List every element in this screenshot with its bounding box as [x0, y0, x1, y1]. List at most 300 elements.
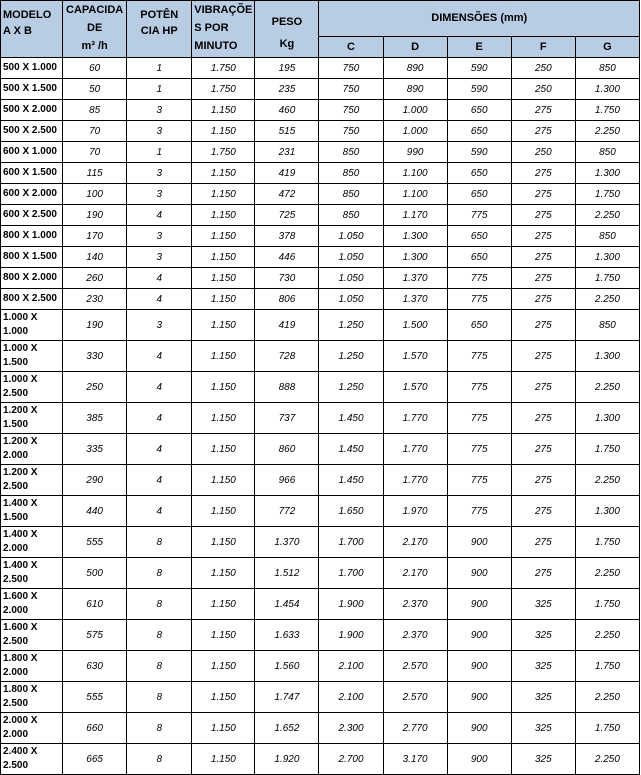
dim-f-cell: 325 [511, 589, 575, 620]
dim-g-cell: 850 [575, 58, 639, 79]
model-cell: 1.400 X 1.500 [1, 496, 63, 527]
table-row [1, 247, 640, 268]
dim-e-cell: 775 [447, 341, 511, 372]
dim-g-cell: 850 [575, 226, 639, 247]
table-row [1, 58, 640, 79]
model-cell: 2.000 X 2.000 [1, 713, 63, 744]
capacidade-cell: 170 [63, 226, 127, 247]
peso-cell: 1.633 [255, 620, 319, 651]
dim-e-cell: 590 [447, 79, 511, 100]
dim-f-cell: 325 [511, 682, 575, 713]
dim-f-cell: 275 [511, 310, 575, 341]
capacidade-cell: 115 [63, 163, 127, 184]
dim-d-cell: 1.100 [383, 163, 447, 184]
dim-g-cell: 1.300 [575, 496, 639, 527]
dim-g-cell: 1.750 [575, 713, 639, 744]
vibracoes-cell: 1.150 [192, 744, 255, 775]
peso-cell: 1.370 [255, 527, 319, 558]
model-cell: 800 X 2.500 [1, 289, 63, 310]
dim-e-cell: 650 [447, 184, 511, 205]
dim-g-cell: 2.250 [575, 205, 639, 226]
dim-e-cell: 650 [447, 163, 511, 184]
vibracoes-cell: 1.150 [192, 527, 255, 558]
dim-e-cell: 775 [447, 403, 511, 434]
peso-cell: 1.747 [255, 682, 319, 713]
table-row [1, 496, 640, 527]
vibracoes-cell: 1.150 [192, 465, 255, 496]
table-row [1, 527, 640, 558]
dim-e-cell: 590 [447, 58, 511, 79]
dim-f-cell: 275 [511, 163, 575, 184]
dim-g-cell: 2.250 [575, 289, 639, 310]
dim-d-cell: 1.300 [383, 247, 447, 268]
dim-e-cell: 900 [447, 744, 511, 775]
capacidade-cell: 250 [63, 372, 127, 403]
dim-c-cell: 850 [319, 184, 383, 205]
dim-e-cell: 775 [447, 434, 511, 465]
capacidade-cell: 190 [63, 310, 127, 341]
capacidade-cell: 85 [63, 100, 127, 121]
peso-cell: 888 [255, 372, 319, 403]
table-row [1, 121, 640, 142]
dim-d-cell: 1.970 [383, 496, 447, 527]
dim-f-cell: 250 [511, 79, 575, 100]
dim-d-cell: 1.570 [383, 372, 447, 403]
peso-cell: 730 [255, 268, 319, 289]
peso-cell: 1.560 [255, 651, 319, 682]
dim-e-cell: 900 [447, 682, 511, 713]
model-cell: 600 X 2.000 [1, 184, 63, 205]
potencia-cell: 4 [127, 341, 192, 372]
capacidade-cell: 630 [63, 651, 127, 682]
header-dimensoes: DIMENSÕES (mm) [319, 1, 640, 37]
dim-d-cell: 2.170 [383, 558, 447, 589]
dim-d-cell: 2.770 [383, 713, 447, 744]
peso-cell: 1.454 [255, 589, 319, 620]
table-row [1, 163, 640, 184]
potencia-cell: 4 [127, 434, 192, 465]
peso-cell: 966 [255, 465, 319, 496]
header-dim-d: D [383, 37, 447, 58]
table-row [1, 268, 640, 289]
model-cell: 1.600 X 2.500 [1, 620, 63, 651]
dim-e-cell: 775 [447, 289, 511, 310]
table-row [1, 310, 640, 341]
capacidade-cell: 50 [63, 79, 127, 100]
table-body [1, 58, 640, 775]
header-potencia [127, 1, 192, 58]
potencia-cell: 8 [127, 744, 192, 775]
dim-e-cell: 900 [447, 713, 511, 744]
dim-f-cell: 275 [511, 184, 575, 205]
header-dim-e: E [447, 37, 511, 58]
table-row [1, 184, 640, 205]
model-cell: 1.200 X 1.500 [1, 403, 63, 434]
dim-c-cell: 2.700 [319, 744, 383, 775]
potencia-cell: 8 [127, 589, 192, 620]
dim-e-cell: 650 [447, 121, 511, 142]
header-dim-g: G [575, 37, 639, 58]
vibracoes-cell: 1.150 [192, 289, 255, 310]
dim-g-cell: 1.300 [575, 403, 639, 434]
dim-f-cell: 250 [511, 58, 575, 79]
dim-g-cell: 1.750 [575, 184, 639, 205]
vibracoes-cell: 1.150 [192, 682, 255, 713]
dim-d-cell: 1.000 [383, 121, 447, 142]
peso-cell: 419 [255, 310, 319, 341]
potencia-cell: 3 [127, 100, 192, 121]
potencia-cell: 1 [127, 58, 192, 79]
vibracoes-cell: 1.150 [192, 372, 255, 403]
dim-e-cell: 590 [447, 142, 511, 163]
dim-e-cell: 775 [447, 372, 511, 403]
peso-cell: 446 [255, 247, 319, 268]
vibracoes-cell: 1.150 [192, 620, 255, 651]
dim-f-cell: 275 [511, 121, 575, 142]
dim-d-cell: 890 [383, 79, 447, 100]
potencia-cell: 4 [127, 496, 192, 527]
peso-cell: 231 [255, 142, 319, 163]
capacidade-cell: 70 [63, 142, 127, 163]
capacidade-cell: 610 [63, 589, 127, 620]
potencia-cell: 8 [127, 620, 192, 651]
peso-cell: 860 [255, 434, 319, 465]
vibracoes-cell: 1.750 [192, 58, 255, 79]
capacidade-cell: 385 [63, 403, 127, 434]
header-vibracoes-line1: VIBRAÇÕE [194, 4, 253, 16]
dim-c-cell: 1.050 [319, 289, 383, 310]
dim-c-cell: 850 [319, 205, 383, 226]
dim-d-cell: 2.370 [383, 589, 447, 620]
header-vibracoes [192, 1, 255, 58]
table-row [1, 682, 640, 713]
dim-c-cell: 1.700 [319, 527, 383, 558]
capacidade-cell: 555 [63, 527, 127, 558]
model-cell: 1.000 X 2.500 [1, 372, 63, 403]
dim-d-cell: 1.370 [383, 268, 447, 289]
dim-g-cell: 1.300 [575, 247, 639, 268]
dim-g-cell: 1.300 [575, 163, 639, 184]
dim-d-cell: 1.300 [383, 226, 447, 247]
peso-cell: 1.512 [255, 558, 319, 589]
peso-cell: 515 [255, 121, 319, 142]
dim-c-cell: 750 [319, 58, 383, 79]
dim-c-cell: 1.250 [319, 310, 383, 341]
dim-d-cell: 890 [383, 58, 447, 79]
capacidade-cell: 290 [63, 465, 127, 496]
dim-d-cell: 1.000 [383, 100, 447, 121]
capacidade-cell: 100 [63, 184, 127, 205]
dim-d-cell: 2.570 [383, 682, 447, 713]
header-peso-line2: Kg [279, 38, 295, 50]
dim-g-cell: 850 [575, 310, 639, 341]
dim-f-cell: 325 [511, 744, 575, 775]
peso-cell: 419 [255, 163, 319, 184]
table-row [1, 651, 640, 682]
dim-e-cell: 900 [447, 620, 511, 651]
dim-e-cell: 650 [447, 247, 511, 268]
dim-f-cell: 275 [511, 247, 575, 268]
dim-d-cell: 1.100 [383, 184, 447, 205]
table-row [1, 205, 640, 226]
model-cell: 1.800 X 2.000 [1, 651, 63, 682]
dim-e-cell: 650 [447, 226, 511, 247]
dim-f-cell: 275 [511, 465, 575, 496]
capacidade-cell: 500 [63, 558, 127, 589]
header-peso-line1: PESO [271, 16, 303, 28]
model-cell: 800 X 1.000 [1, 226, 63, 247]
potencia-cell: 8 [127, 713, 192, 744]
dim-c-cell: 850 [319, 163, 383, 184]
dim-g-cell: 1.750 [575, 651, 639, 682]
potencia-cell: 4 [127, 205, 192, 226]
vibracoes-cell: 1.150 [192, 226, 255, 247]
potencia-cell: 4 [127, 372, 192, 403]
peso-cell: 1.652 [255, 713, 319, 744]
vibracoes-cell: 1.150 [192, 434, 255, 465]
dim-f-cell: 275 [511, 289, 575, 310]
header-vibracoes-line3: MINUTO [194, 40, 238, 52]
header-vibracoes-line2: S POR [194, 22, 229, 34]
table-row [1, 100, 640, 121]
dim-d-cell: 3.170 [383, 744, 447, 775]
dim-f-cell: 275 [511, 268, 575, 289]
model-cell: 1.000 X 1.000 [1, 310, 63, 341]
table-row [1, 372, 640, 403]
potencia-cell: 3 [127, 184, 192, 205]
table-row [1, 713, 640, 744]
vibracoes-cell: 1.150 [192, 496, 255, 527]
dim-c-cell: 2.100 [319, 682, 383, 713]
header-capacidade [63, 1, 127, 58]
header-potencia-line1: POTÊN [140, 9, 179, 21]
capacidade-cell: 260 [63, 268, 127, 289]
dim-g-cell: 2.250 [575, 558, 639, 589]
model-cell: 800 X 2.000 [1, 268, 63, 289]
header-dim-c: C [319, 37, 383, 58]
model-cell: 500 X 2.000 [1, 100, 63, 121]
dim-f-cell: 275 [511, 100, 575, 121]
dim-f-cell: 325 [511, 651, 575, 682]
model-cell: 1.600 X 2.000 [1, 589, 63, 620]
dim-e-cell: 900 [447, 527, 511, 558]
vibracoes-cell: 1.150 [192, 100, 255, 121]
dim-e-cell: 900 [447, 589, 511, 620]
dim-d-cell: 1.370 [383, 289, 447, 310]
capacidade-cell: 140 [63, 247, 127, 268]
vibracoes-cell: 1.150 [192, 121, 255, 142]
peso-cell: 460 [255, 100, 319, 121]
dim-c-cell: 2.100 [319, 651, 383, 682]
dim-c-cell: 1.700 [319, 558, 383, 589]
table-row [1, 434, 640, 465]
dim-c-cell: 1.450 [319, 403, 383, 434]
model-cell: 500 X 1.500 [1, 79, 63, 100]
dim-g-cell: 2.250 [575, 620, 639, 651]
dim-g-cell: 2.250 [575, 744, 639, 775]
dim-c-cell: 750 [319, 121, 383, 142]
dim-f-cell: 275 [511, 527, 575, 558]
vibracoes-cell: 1.150 [192, 247, 255, 268]
vibracoes-cell: 1.150 [192, 403, 255, 434]
dim-c-cell: 1.450 [319, 434, 383, 465]
peso-cell: 1.920 [255, 744, 319, 775]
peso-cell: 378 [255, 226, 319, 247]
potencia-cell: 3 [127, 121, 192, 142]
dim-d-cell: 1.770 [383, 403, 447, 434]
dim-g-cell: 2.250 [575, 121, 639, 142]
vibracoes-cell: 1.150 [192, 310, 255, 341]
table-row [1, 79, 640, 100]
capacidade-cell: 230 [63, 289, 127, 310]
dim-c-cell: 2.300 [319, 713, 383, 744]
header-peso [255, 1, 319, 58]
dim-c-cell: 1.650 [319, 496, 383, 527]
peso-cell: 772 [255, 496, 319, 527]
dim-g-cell: 1.300 [575, 79, 639, 100]
model-cell: 500 X 2.500 [1, 121, 63, 142]
header-modelo [1, 1, 63, 58]
dim-f-cell: 325 [511, 620, 575, 651]
model-cell: 1.000 X 1.500 [1, 341, 63, 372]
table-row [1, 142, 640, 163]
table-row [1, 465, 640, 496]
dim-f-cell: 250 [511, 142, 575, 163]
dim-c-cell: 750 [319, 100, 383, 121]
capacidade-cell: 70 [63, 121, 127, 142]
capacidade-cell: 330 [63, 341, 127, 372]
dim-g-cell: 1.750 [575, 268, 639, 289]
dim-f-cell: 275 [511, 372, 575, 403]
dim-c-cell: 1.050 [319, 247, 383, 268]
model-cell: 600 X 2.500 [1, 205, 63, 226]
table-row [1, 341, 640, 372]
dim-g-cell: 2.250 [575, 682, 639, 713]
dim-g-cell: 850 [575, 142, 639, 163]
dim-e-cell: 775 [447, 465, 511, 496]
dim-d-cell: 2.170 [383, 527, 447, 558]
peso-cell: 725 [255, 205, 319, 226]
dim-d-cell: 1.570 [383, 341, 447, 372]
dim-g-cell: 2.250 [575, 372, 639, 403]
potencia-cell: 1 [127, 79, 192, 100]
vibracoes-cell: 1.750 [192, 79, 255, 100]
header-dim-f: F [511, 37, 575, 58]
dim-c-cell: 750 [319, 79, 383, 100]
capacidade-cell: 335 [63, 434, 127, 465]
header-modelo-line2: A X B [3, 25, 32, 37]
dim-e-cell: 900 [447, 651, 511, 682]
model-cell: 1.400 X 2.000 [1, 527, 63, 558]
header-capacidade-line3: m³ /h [81, 40, 108, 52]
dim-c-cell: 1.900 [319, 620, 383, 651]
vibracoes-cell: 1.150 [192, 341, 255, 372]
dim-g-cell: 1.300 [575, 341, 639, 372]
model-cell: 600 X 1.500 [1, 163, 63, 184]
dim-c-cell: 850 [319, 142, 383, 163]
dim-c-cell: 1.250 [319, 372, 383, 403]
dim-d-cell: 1.170 [383, 205, 447, 226]
potencia-cell: 4 [127, 268, 192, 289]
header-capacidade-line1: CAPACIDA [66, 4, 124, 16]
dim-c-cell: 1.250 [319, 341, 383, 372]
dim-d-cell: 1.770 [383, 465, 447, 496]
dim-c-cell: 1.050 [319, 226, 383, 247]
dim-d-cell: 2.570 [383, 651, 447, 682]
model-cell: 2.400 X 2.500 [1, 744, 63, 775]
table-row [1, 558, 640, 589]
dim-d-cell: 990 [383, 142, 447, 163]
peso-cell: 806 [255, 289, 319, 310]
dim-c-cell: 1.450 [319, 465, 383, 496]
dim-e-cell: 650 [447, 100, 511, 121]
potencia-cell: 3 [127, 247, 192, 268]
dim-g-cell: 1.750 [575, 589, 639, 620]
model-cell: 800 X 1.500 [1, 247, 63, 268]
vibracoes-cell: 1.150 [192, 268, 255, 289]
dim-c-cell: 1.900 [319, 589, 383, 620]
capacidade-cell: 440 [63, 496, 127, 527]
dim-e-cell: 900 [447, 558, 511, 589]
capacidade-cell: 555 [63, 682, 127, 713]
dim-e-cell: 775 [447, 205, 511, 226]
table-row [1, 289, 640, 310]
dim-f-cell: 275 [511, 226, 575, 247]
dim-f-cell: 275 [511, 434, 575, 465]
capacidade-cell: 190 [63, 205, 127, 226]
model-cell: 600 X 1.000 [1, 142, 63, 163]
dim-e-cell: 775 [447, 268, 511, 289]
dim-f-cell: 325 [511, 713, 575, 744]
vibracoes-cell: 1.150 [192, 651, 255, 682]
dim-e-cell: 775 [447, 496, 511, 527]
peso-cell: 728 [255, 341, 319, 372]
model-cell: 500 X 1.000 [1, 58, 63, 79]
model-cell: 1.200 X 2.500 [1, 465, 63, 496]
model-cell: 1.200 X 2.000 [1, 434, 63, 465]
potencia-cell: 8 [127, 682, 192, 713]
table-row [1, 589, 640, 620]
dim-f-cell: 275 [511, 205, 575, 226]
dim-f-cell: 275 [511, 403, 575, 434]
potencia-cell: 3 [127, 163, 192, 184]
dim-g-cell: 1.750 [575, 527, 639, 558]
dim-g-cell: 1.750 [575, 100, 639, 121]
header-potencia-line2: CIA HP [140, 25, 178, 37]
potencia-cell: 4 [127, 403, 192, 434]
potencia-cell: 8 [127, 651, 192, 682]
table-row [1, 620, 640, 651]
vibracoes-cell: 1.150 [192, 184, 255, 205]
peso-cell: 195 [255, 58, 319, 79]
dim-g-cell: 2.250 [575, 465, 639, 496]
potencia-cell: 3 [127, 226, 192, 247]
vibracoes-cell: 1.150 [192, 163, 255, 184]
potencia-cell: 8 [127, 527, 192, 558]
vibracoes-cell: 1.750 [192, 142, 255, 163]
dim-f-cell: 275 [511, 558, 575, 589]
vibracoes-cell: 1.150 [192, 558, 255, 589]
dim-d-cell: 1.770 [383, 434, 447, 465]
dim-d-cell: 2.370 [383, 620, 447, 651]
potencia-cell: 4 [127, 465, 192, 496]
model-cell: 1.400 X 2.500 [1, 558, 63, 589]
dim-d-cell: 1.500 [383, 310, 447, 341]
capacidade-cell: 660 [63, 713, 127, 744]
dim-f-cell: 275 [511, 341, 575, 372]
vibracoes-cell: 1.150 [192, 713, 255, 744]
table-row [1, 744, 640, 775]
